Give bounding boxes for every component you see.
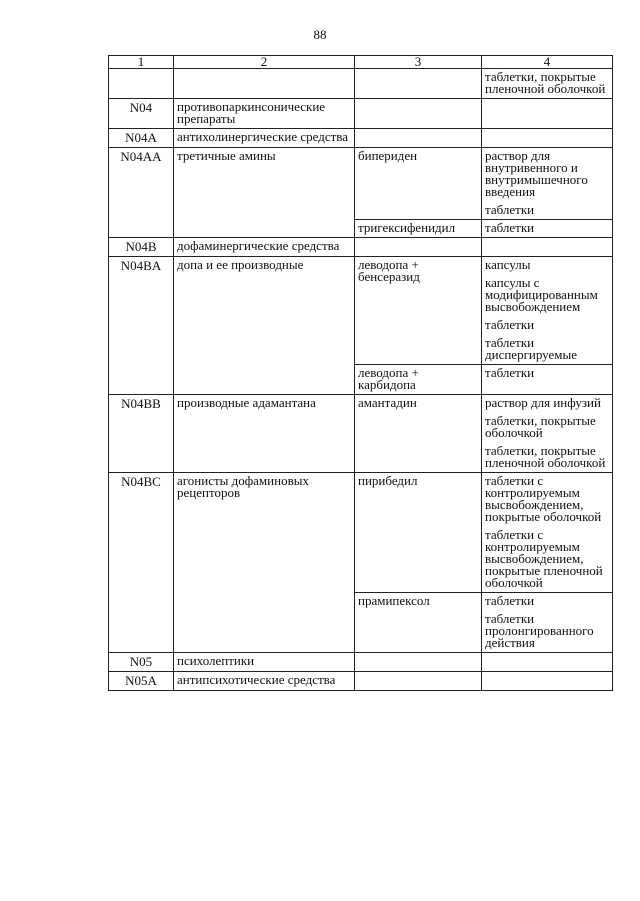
dosage-form: таблетки xyxy=(485,202,535,217)
table-row xyxy=(109,129,613,148)
forms-cell xyxy=(482,220,613,238)
column-number: 3 xyxy=(355,56,482,69)
atc-code-cell: N04A xyxy=(109,129,174,148)
table-row xyxy=(109,653,613,672)
forms-cell xyxy=(482,365,613,395)
forms-cell xyxy=(482,238,613,257)
drug-cell: пирибедил xyxy=(355,473,482,593)
forms-cell xyxy=(482,99,613,129)
atc-code-cell: N05 xyxy=(109,653,174,672)
page-number: 88 xyxy=(313,27,327,42)
atc-code-cell xyxy=(109,69,174,99)
drug-table xyxy=(108,55,613,691)
forms-cell xyxy=(482,257,613,365)
atc-code-cell: N04BB xyxy=(109,395,174,473)
atc-code-cell: N04 xyxy=(109,99,174,129)
forms-cell xyxy=(482,395,613,473)
column-number: 1 xyxy=(109,56,174,69)
group-cell xyxy=(174,69,355,99)
column-number-row xyxy=(109,56,613,69)
drug-cell: леводопа + карбидопа xyxy=(355,365,482,395)
drug-cell: леводопа + бенсеразид xyxy=(355,257,482,365)
atc-code-cell: N05A xyxy=(109,672,174,691)
dosage-form: таблетки диспергируемые xyxy=(485,335,578,362)
dosage-form: капсулы xyxy=(485,257,531,272)
dosage-form: раствор для внутривенного и внутримышечного введения xyxy=(485,148,588,199)
table-row xyxy=(109,473,613,593)
table-row xyxy=(109,99,613,129)
drug-cell: тригексифенидил xyxy=(355,220,482,238)
group-cell: противопаркинсонические препараты xyxy=(174,99,355,129)
table-row xyxy=(109,257,613,365)
column-number: 4 xyxy=(482,56,613,69)
dosage-form: таблетки пролонгированного действия xyxy=(485,611,594,650)
group-cell: психолептики xyxy=(174,653,355,672)
drug-cell xyxy=(355,129,482,148)
forms-cell xyxy=(482,473,613,593)
drug-cell xyxy=(355,653,482,672)
drug-cell xyxy=(355,69,482,99)
forms-cell xyxy=(482,129,613,148)
table-row xyxy=(109,395,613,473)
table-row xyxy=(109,238,613,257)
group-cell: антипсихотические средства xyxy=(174,672,355,691)
atc-code-cell: N04B xyxy=(109,238,174,257)
dosage-form: таблетки xyxy=(485,317,535,332)
drug-cell xyxy=(355,99,482,129)
dosage-form: таблетки с контролируемым высвобождением, покрытые оболочкой xyxy=(485,473,602,524)
dosage-form: таблетки, покрытые оболочкой xyxy=(485,413,596,440)
drug-cell xyxy=(355,672,482,691)
dosage-form: таблетки, покрытые пленочной оболочкой xyxy=(485,443,606,470)
dosage-form: капсулы с модифицированным высвобождением xyxy=(485,275,598,314)
forms-cell xyxy=(482,672,613,691)
dosage-form: таблетки с контролируемым высвобождением, покрытые пленочной оболочкой xyxy=(485,527,603,590)
atc-code-cell: N04BC xyxy=(109,473,174,653)
dosage-form: раствор для инфузий xyxy=(485,395,601,410)
group-cell: третичные амины xyxy=(174,148,355,238)
drug-cell: амантадин xyxy=(355,395,482,473)
group-cell: производные адамантана xyxy=(174,395,355,473)
group-cell: допа и ее производные xyxy=(174,257,355,395)
dosage-form: таблетки xyxy=(485,593,535,608)
table-row xyxy=(109,672,613,691)
forms-cell xyxy=(482,653,613,672)
group-cell: агонисты дофаминовых рецепторов xyxy=(174,473,355,653)
forms-cell xyxy=(482,148,613,220)
atc-code-cell: N04AA xyxy=(109,148,174,238)
table-row xyxy=(109,148,613,220)
forms-cell xyxy=(482,69,613,99)
drug-cell: бипериден xyxy=(355,148,482,220)
column-number: 2 xyxy=(174,56,355,69)
dosage-form: таблетки xyxy=(485,365,535,380)
dosage-form: таблетки, покрытые пленочной оболочкой xyxy=(485,69,606,96)
dosage-form: таблетки xyxy=(485,220,535,235)
group-cell: антихолинергические средства xyxy=(174,129,355,148)
group-cell: дофаминергические средства xyxy=(174,238,355,257)
drug-cell xyxy=(355,238,482,257)
forms-cell xyxy=(482,593,613,653)
atc-code-cell: N04BA xyxy=(109,257,174,395)
table-row xyxy=(109,69,613,99)
drug-cell: прамипексол xyxy=(355,593,482,653)
